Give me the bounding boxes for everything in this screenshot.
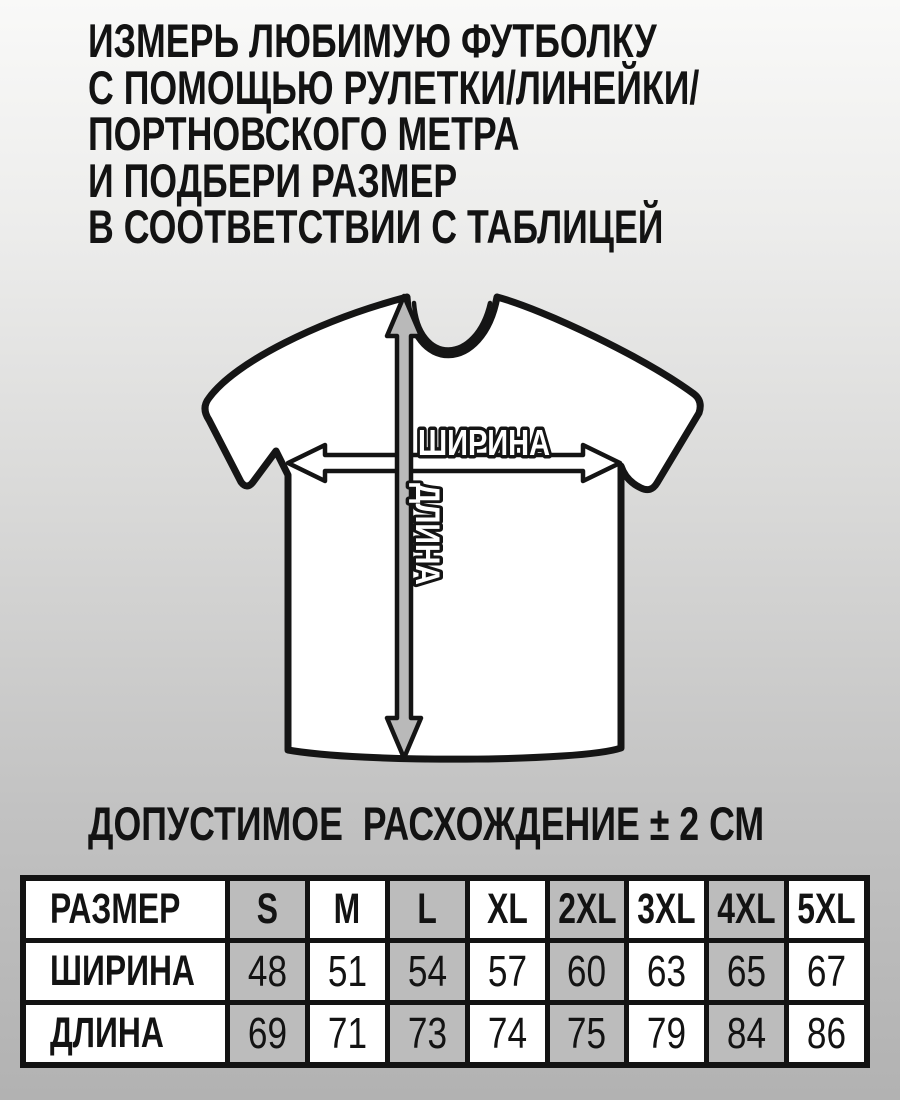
- heading-line-3: ПОРТНОВСКОГО МЕТРА: [88, 107, 520, 160]
- table-header-l: [390, 881, 465, 938]
- length-value: 71: [327, 1008, 367, 1058]
- table-header-size-label: РАЗМЕР: [50, 885, 181, 933]
- length-value-l: [390, 1005, 465, 1062]
- width-value-4xl: [709, 943, 784, 1000]
- width-value: 63: [647, 946, 687, 996]
- width-value: 51: [327, 946, 367, 996]
- width-value: 65: [727, 946, 767, 996]
- tshirt-measurement-diagram: [0, 270, 900, 800]
- width-value-xl: [470, 943, 545, 1000]
- table-header-m-label: M: [334, 885, 361, 933]
- table-row-label-length: [26, 1005, 225, 1062]
- length-value-5xl: [789, 1005, 864, 1062]
- width-value: 60: [567, 946, 607, 996]
- table-header-3xl: [629, 881, 704, 938]
- table-header-4xl-label: 4XL: [717, 885, 776, 933]
- width-value: 54: [407, 946, 447, 996]
- length-value-xl: [470, 1005, 545, 1062]
- heading-text: [88, 14, 700, 253]
- size-table: [20, 875, 870, 1068]
- width-value-5xl: [789, 943, 864, 1000]
- length-value-4xl: [709, 1005, 784, 1062]
- table-header-l-label: L: [417, 885, 437, 933]
- width-value-m: [310, 943, 385, 1000]
- table-row-label-width: [26, 943, 225, 1000]
- table-header-3xl-label: 3XL: [637, 885, 696, 933]
- table-header-s: [230, 881, 305, 938]
- table-header-m: [310, 881, 385, 938]
- tolerance-note: ДОПУСТИМОЕ РАСХОЖДЕНИЕ ± 2 СМ: [88, 797, 765, 850]
- table-header-size: [26, 881, 225, 938]
- table-header-2xl-label: 2XL: [557, 885, 617, 933]
- table-header-xl: [470, 881, 545, 938]
- width-value-2xl: [550, 943, 625, 1000]
- tshirt-diagram-svg: [0, 270, 900, 800]
- length-value: 75: [567, 1008, 607, 1058]
- width-value-l: [390, 943, 465, 1000]
- width-value: 67: [806, 946, 847, 996]
- table-header-4xl: [709, 881, 784, 938]
- table-header-xl-label: XL: [486, 885, 528, 933]
- length-value: 84: [727, 1008, 767, 1058]
- width-value: 48: [247, 946, 288, 996]
- length-value: 73: [407, 1008, 447, 1058]
- table-header-5xl-label: 5XL: [797, 885, 856, 933]
- table-header-2xl: [550, 881, 625, 938]
- heading-line-1: ИЗМЕРЬ ЛЮБИМУЮ ФУТБОЛКУ: [88, 14, 657, 67]
- table-header-5xl: [789, 881, 864, 938]
- length-value: 86: [806, 1008, 847, 1058]
- width-value: 57: [487, 946, 527, 996]
- length-arrow-label: ДЛИНА: [408, 483, 446, 605]
- heading-line-5: В СООТВЕТСТВИИ С ТАБЛИЦЕЙ: [88, 200, 664, 253]
- width-value-3xl: [629, 943, 704, 1000]
- heading-line-2: С ПОМОЩЬЮ РУЛЕТКИ/ЛИНЕЙКИ/: [88, 60, 700, 114]
- width-row-label: ШИРИНА: [50, 947, 195, 995]
- length-value: 69: [247, 1008, 288, 1058]
- length-value-2xl: [550, 1005, 625, 1062]
- length-row-label: ДЛИНА: [50, 1009, 164, 1057]
- length-value: 79: [647, 1008, 687, 1058]
- width-value-s: [230, 943, 305, 1000]
- heading-line-4: И ПОДБЕРИ РАЗМЕР: [88, 153, 458, 207]
- length-value-s: [230, 1005, 305, 1062]
- length-value-3xl: [629, 1005, 704, 1062]
- tshirt-outline: [205, 297, 700, 759]
- length-value: 74: [487, 1008, 527, 1058]
- length-value-m: [310, 1005, 385, 1062]
- width-arrow-label: ШИРИНА: [418, 422, 550, 463]
- table-header-s-label: S: [256, 885, 279, 933]
